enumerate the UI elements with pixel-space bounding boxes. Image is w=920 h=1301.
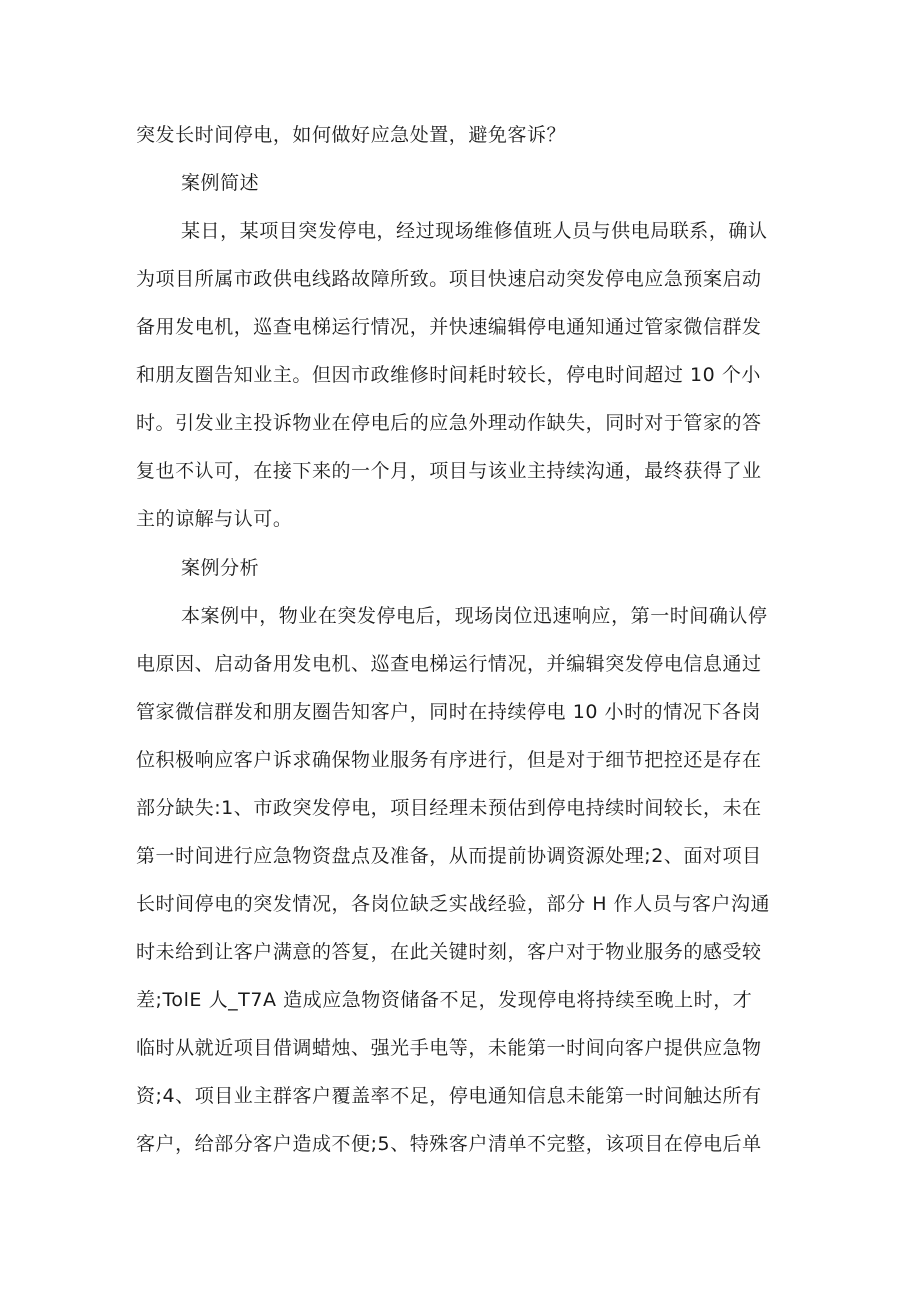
paragraph-line: 电原因、启动备用发电机、巡查电梯运行情况，并编辑突发停电信息通过 — [136, 653, 762, 675]
paragraph-line: 备用发电机，巡查电梯运行情况，并快速编辑停电通知通过管家微信群发 — [136, 316, 762, 338]
paragraph-line: 客户，给部分客户造成不便;5、特殊客户清单不完整，该项目在停电后单 — [136, 1133, 762, 1155]
paragraph-line: 时未给到让客户满意的答复，在此关键时刻，客户对于物业服务的感受较 — [136, 941, 762, 963]
paragraph-line: 为项目所属市政供电线路故障所致。项目快速启动突发停电应急预案启动 — [136, 268, 762, 290]
paragraph-line: 主的谅解与认可。 — [136, 508, 293, 530]
paragraph-line: 某日，某项目突发停电，经过现场维修值班人员与供电局联系，确认 — [181, 220, 768, 242]
section-heading-summary: 案例简述 — [181, 172, 260, 194]
paragraph-line: 资;4、项目业主群客户覆盖率不足，停电通知信息未能第一时间触达所有 — [136, 1085, 762, 1107]
paragraph-line: 位积极响应客户诉求确保物业服务有序进行，但是对于细节把控还是存在 — [136, 749, 762, 771]
paragraph-line: 时。引发业主投诉物业在停电后的应急外理动作缺失，同时对于管家的答 — [136, 412, 762, 434]
paragraph-line: 长时间停电的突发情况，各岗位缺乏实战经验，部分 H 作人员与客户沟通 — [136, 893, 771, 915]
document-title: 突发长时间停电，如何做好应急处置，避免客诉？ — [136, 124, 567, 146]
paragraph-line: 部分缺失:1、市政突发停电，项目经理未预估到停电持续时间较长，未在 — [136, 797, 762, 819]
paragraph-line: 本案例中，物业在突发停电后，现场岗位迅速响应，第一时间确认停 — [181, 605, 768, 627]
paragraph-line: 复也不认可，在接下来的一个月，项目与该业主持续沟通，最终获得了业 — [136, 460, 762, 482]
paragraph-line: 和朋友圈告知业主。但因市政维修时间耗时较长，停电时间超过 10 个小 — [136, 364, 761, 386]
paragraph-line: 差;TolE 人_T7A 造成应急物资储备不足，发现停电将持续至晚上时，才 — [136, 989, 753, 1011]
paragraph-line: 临时从就近项目借调蜡烛、强光手电等，未能第一时间向客户提供应急物 — [136, 1037, 762, 1059]
paragraph-line: 第一时间进行应急物资盘点及准备，从而提前协调资源处理;2、面对项目 — [136, 845, 762, 867]
section-heading-analysis: 案例分析 — [181, 557, 260, 579]
paragraph-line: 管家微信群发和朋友圈告知客户，同时在持续停电 10 小时的情况下各岗 — [136, 701, 761, 723]
